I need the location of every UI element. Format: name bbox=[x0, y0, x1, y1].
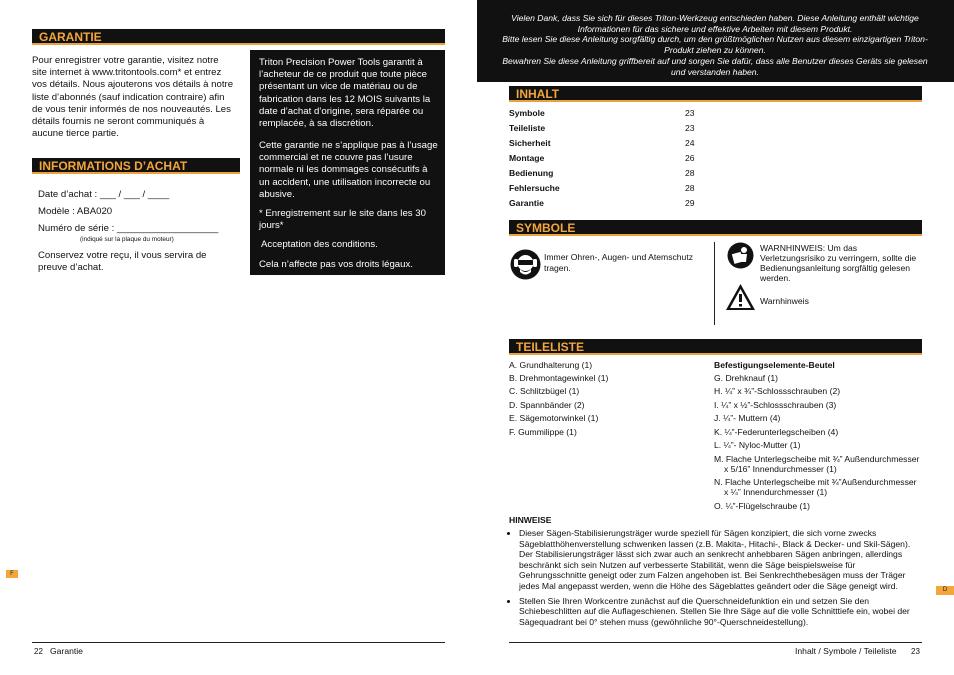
part-item: C. Schlitzbügel (1) bbox=[509, 386, 580, 396]
left-footer-page: 22 bbox=[34, 647, 43, 656]
garantie-heading: GARANTIE bbox=[32, 29, 445, 45]
read-manual-icon bbox=[727, 242, 754, 269]
warning-icon bbox=[725, 283, 756, 311]
warranty-p2: Cette garantie ne s’applique pas à l’usage commercial et ne couvre pas l’usure normale ni les dommages consécutifs à un accident, une utilisation incorrecte ou abusive. bbox=[259, 140, 438, 200]
intro-line-2: Bitte lesen Sie diese Anleitung sorgfältig durch, um den größtmöglichen Nutzen aus diesem einzigartigen Triton-Produkt ziehen zu können. bbox=[502, 34, 928, 56]
serial-number: Numéro de série : ___________________ bbox=[38, 223, 219, 234]
part-item: G. Drehknauf (1) bbox=[714, 373, 778, 383]
achat-heading: INFORMATIONS D’ACHAT bbox=[32, 158, 240, 174]
toc-page: 23 bbox=[685, 123, 695, 133]
side-tab-d: D bbox=[936, 586, 954, 595]
part-item: F. Gummilippe (1) bbox=[509, 427, 577, 437]
warranty-p3-text: * Enregistrement sur le site dans les 30 jours* bbox=[259, 208, 426, 232]
part-item-cont: x ¼” Innendurchmesser (1) bbox=[724, 487, 828, 497]
inhalt-heading: INHALT bbox=[509, 86, 922, 102]
intro-text bbox=[497, 13, 933, 77]
right-footer-title: Inhalt / Symbole / Teileliste bbox=[795, 646, 897, 656]
part-item-cont: x 5/16” Innendurchmesser (1) bbox=[724, 464, 837, 474]
right-footer-rule bbox=[509, 642, 922, 643]
hinweise-heading: HINWEISE bbox=[509, 515, 552, 525]
intro-line-3: Bewahren Sie diese Anleitung griffbereit auf und sorgen Sie dafür, dass alle Benutzer dieses Geräts sie gelesen und verstanden haben. bbox=[502, 55, 928, 77]
symbole-heading: SYMBOLE bbox=[509, 220, 922, 236]
fastener-bag-title: Befestigungselemente-Beutel bbox=[714, 360, 835, 370]
toc-label[interactable]: Teileliste bbox=[509, 123, 546, 133]
toc-label[interactable]: Garantie bbox=[509, 198, 544, 208]
part-item: H. ¼” x ¾”-Schlossschrauben (2) bbox=[714, 386, 841, 396]
intro-line-1: Vielen Dank, dass Sie sich für dieses Triton-Werkzeug entschieden haben. Diese Anleitung enthält wichtige Informationen für das sichere und effektive Arbeiten mit diesem Produkt. bbox=[511, 13, 919, 34]
toc-label[interactable]: Montage bbox=[509, 153, 545, 163]
manual-text: WARNHINWEIS: Um das Verletzungsrisiko zu verringern, sollte die Bedienungsanleitung sorgfältig gelesen werden. bbox=[760, 243, 917, 283]
part-item: J. ¼”- Muttern (4) bbox=[714, 413, 781, 423]
toc-page: 26 bbox=[685, 153, 695, 163]
toc-label[interactable]: Symbole bbox=[509, 108, 545, 118]
part-item: B. Drehmontagewinkel (1) bbox=[509, 373, 609, 383]
right-footer-page: 23 bbox=[911, 647, 920, 656]
toc-label[interactable]: Fehlersuche bbox=[509, 183, 560, 193]
warning-text: Warnhinweis bbox=[760, 296, 809, 306]
garantie-text: Pour enregistrer votre garantie, visitez notre site internet à www.tritontools.com* et entrez vos détails. Nous ajouterons vos détails à notre liste d’abonnés (sauf indication contraire) afin de vous tenir informés de nos nouveautés. Les détails fournis ne seront communiqués à aucune tierce partie. bbox=[32, 55, 234, 140]
part-item: O. ¼”-Flügelschraube (1) bbox=[714, 501, 810, 511]
part-item: N. Flache Unterlegscheibe mit ¾”Außendurchmesser bbox=[714, 477, 917, 487]
warranty-p1: Triton Precision Power Tools garantit à l’acheteur de ce produit que toute pièce présentant un vice de matériau ou de fabrication dans les 12 MOIS suivants la date d’achat d’origine, sera réparée ou remplacée, à sa discrétion. bbox=[259, 57, 431, 130]
toc-page: 28 bbox=[685, 183, 695, 193]
part-item: M. Flache Unterlegscheibe mit ¾” Außendurchmesser bbox=[714, 454, 920, 464]
toc-page: 24 bbox=[685, 138, 695, 148]
part-item: K. ¼”-Federunterlegscheiben (4) bbox=[714, 427, 839, 437]
warranty-p3 bbox=[259, 208, 435, 232]
warranty-p5: Cela n’affecte pas vos droits légaux. bbox=[259, 259, 413, 270]
hinweise-list bbox=[509, 528, 922, 631]
part-item: L. ¼”- Nyloc-Mutter (1) bbox=[714, 440, 801, 450]
teileliste-heading: TEILELISTE bbox=[509, 339, 922, 355]
left-footer-rule bbox=[32, 642, 445, 643]
ppe-icon bbox=[510, 249, 541, 280]
part-item: D. Spannbänder (2) bbox=[509, 400, 585, 410]
toc-page: 23 bbox=[685, 108, 695, 118]
toc-page: 28 bbox=[685, 168, 695, 178]
part-item: I. ¼” x ½”-Schlossschrauben (3) bbox=[714, 400, 837, 410]
side-tab-f: F bbox=[6, 570, 18, 578]
warranty-p4: Acceptation des conditions. bbox=[261, 239, 378, 250]
keep-receipt: Conservez votre reçu, il vous servira de preuve d’achat. bbox=[38, 250, 207, 274]
ppe-text: Immer Ohren-, Augen- und Atemschutz tragen. bbox=[544, 252, 694, 273]
toc-page: 29 bbox=[685, 198, 695, 208]
part-item: A. Grundhalterung (1) bbox=[509, 360, 593, 370]
left-footer-title: Garantie bbox=[50, 646, 83, 656]
toc-label[interactable]: Sicherheit bbox=[509, 138, 551, 148]
hinweis-bullet-2: • Stellen Sie Ihren Workcentre zunächst auf die Querschneidefunktion ein und setzen Sie den Schiebeschlitten auf die Auflageschienen. Stellen Sie Ihre Säge auf die volle Schnitttiefe ein, wobei der Sägequadrant bei 0° stehen muss (gewöhnliche 90°-Querschneidestellung). bbox=[519, 596, 922, 628]
purchase-date: Date d’achat : ___ / ___ / ____ bbox=[38, 189, 170, 200]
part-item: E. Sägemotorwinkel (1) bbox=[509, 413, 599, 423]
serial-note: (indiqué sur la plaque du moteur) bbox=[80, 236, 174, 243]
hinweis-bullet-1: • Dieser Sägen-Stabilisierungsträger wurde speziell für Sägen konzipiert, die sich vorne zwecks Sägeblatthöhenverstellung schwenken lassen (z.B. Makita-, Hitachi-, Black & Decker- und Skil-Sägen). Der Stabilisierungsträger lässt sich zwar auch an senkrecht anhebbaren Sägen anbringen, allerdings beschränkt sich sein Nutzen auf verbesserte Stabilität, wenn die Säge beispielsweise für Gehrungsschnitte geneigt oder zum Falzen angehoben ist. Bei Senkrechthebesägen muss der Träger jedes Mal angepasst werden, wenn die Höhe des Sägeblattes geändert oder die Säge geneigt wird. bbox=[519, 528, 922, 592]
toc-label[interactable]: Bedienung bbox=[509, 168, 554, 178]
model-number: Modèle : ABA020 bbox=[38, 206, 113, 217]
symbol-divider bbox=[714, 242, 715, 325]
